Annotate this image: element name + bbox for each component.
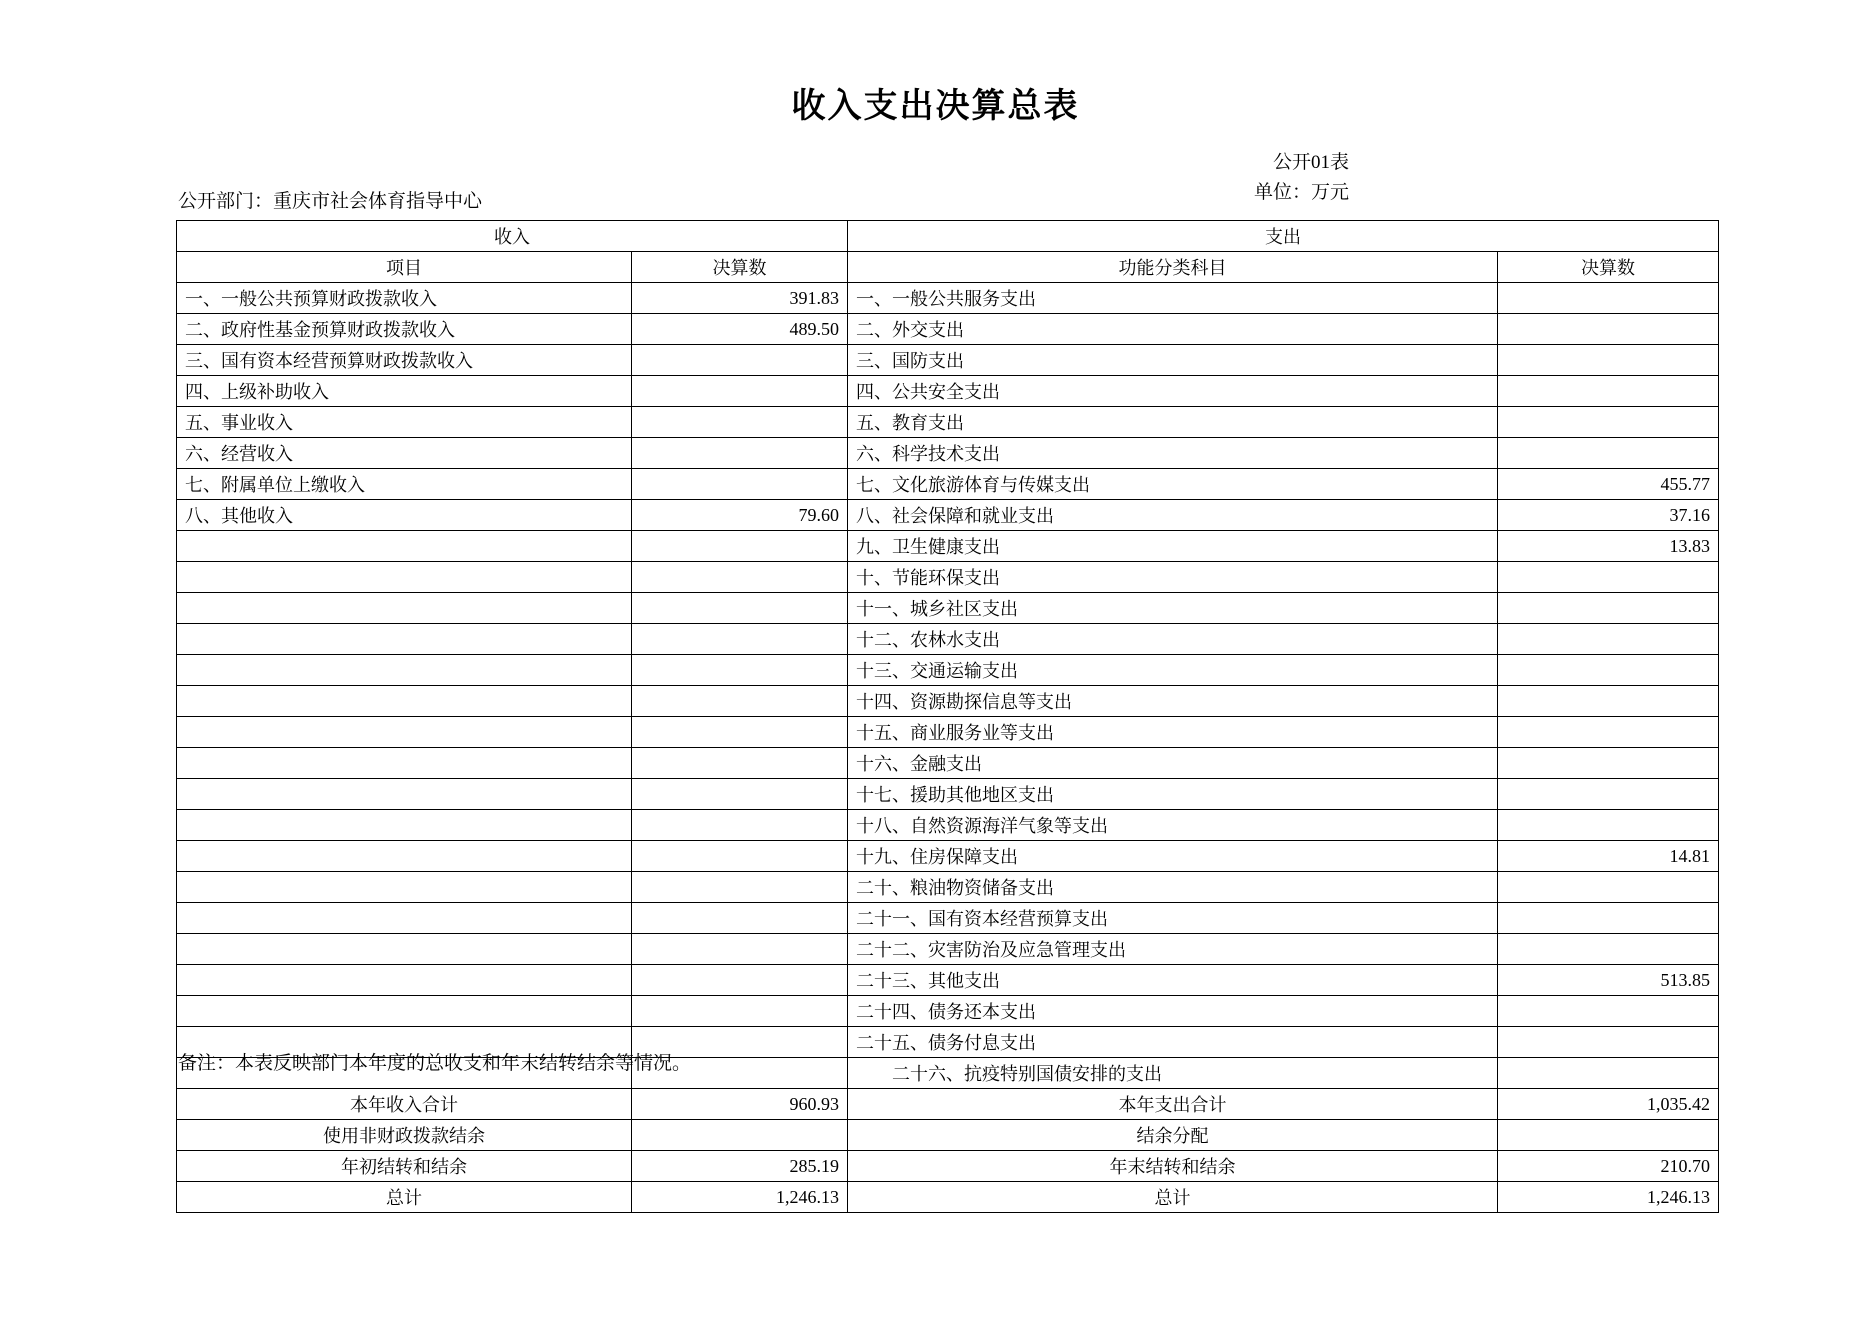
document-meta-right [1254,148,1349,208]
income-item-label [177,872,632,903]
summary-expend-value: 210.70 [1498,1151,1719,1182]
expend-item-value [1498,717,1719,748]
table-row [177,996,1719,1027]
expend-item-value [1498,748,1719,779]
summary-expend-label: 总计 [848,1182,1498,1213]
expend-item-label: 二十五、债务付息支出 [848,1027,1498,1058]
summary-income-label: 使用非财政拨款结余 [177,1120,632,1151]
income-item-value [632,593,848,624]
income-item-value [632,965,848,996]
expend-item-label: 十、节能环保支出 [848,562,1498,593]
table-group-header-row [177,221,1719,252]
income-item-value [632,717,848,748]
expend-item-label: 十四、资源勘探信息等支出 [848,686,1498,717]
department-name: 公开部门：重庆市社会体育指导中心 [178,191,483,212]
summary-expend-value [1498,1120,1719,1151]
table-summary-row [177,1151,1719,1182]
table-row [177,841,1719,872]
table-row [177,469,1719,500]
expend-item-value: 14.81 [1498,841,1719,872]
expend-item-value [1498,810,1719,841]
income-item-value: 391.83 [632,283,848,314]
table-row [177,779,1719,810]
expend-item-label: 五、教育支出 [848,407,1498,438]
expend-item-value [1498,934,1719,965]
table-summary-row [177,1182,1719,1213]
expend-item-label: 六、科学技术支出 [848,438,1498,469]
table-row [177,655,1719,686]
income-item-value [632,934,848,965]
table-row [177,500,1719,531]
income-item-value [632,748,848,779]
income-item-label [177,686,632,717]
summary-income-value: 1,246.13 [632,1182,848,1213]
page-title: 收入支出决算总表 [791,86,1080,126]
expend-item-value [1498,655,1719,686]
expend-item-label: 二十二、灾害防治及应急管理支出 [848,934,1498,965]
income-item-label [177,717,632,748]
expend-item-value [1498,283,1719,314]
summary-income-value [632,1120,848,1151]
income-item-label: 四、上级补助收入 [177,376,632,407]
expend-item-label: 二十一、国有资本经营预算支出 [848,903,1498,934]
income-item-label [177,934,632,965]
expend-item-value: 513.85 [1498,965,1719,996]
amount-unit: 单位：万元 [1253,182,1349,203]
expend-item-label: 二十、粮油物资储备支出 [848,872,1498,903]
table-row [177,593,1719,624]
income-item-label: 一、一般公共预算财政拨款收入 [177,283,632,314]
income-item-label [177,903,632,934]
table-row [177,283,1719,314]
income-item-label: 三、国有资本经营预算财政拨款收入 [177,345,632,376]
income-item-label [177,531,632,562]
summary-income-value: 960.93 [632,1089,848,1120]
expend-item-label: 四、公共安全支出 [848,376,1498,407]
expend-item-label: 十六、金融支出 [848,748,1498,779]
expend-item-label: 二十六、抗疫特别国债安排的支出 [848,1058,1498,1089]
form-number: 公开01表 [1272,152,1349,173]
expend-item-label: 十七、援助其他地区支出 [848,779,1498,810]
income-item-value [632,996,848,1027]
income-item-value [632,407,848,438]
expend-item-label: 八、社会保障和就业支出 [848,500,1498,531]
table-row [177,314,1719,345]
income-amount-header: 决算数 [632,252,848,283]
expend-item-label: 十五、商业服务业等支出 [848,717,1498,748]
table-note: 备注：本表反映部门本年度的总收支和年末结转结余等情况。 [178,1053,692,1074]
table-row [177,748,1719,779]
table-summary-row [177,1120,1719,1151]
expend-item-label: 三、国防支出 [848,345,1498,376]
income-item-label [177,593,632,624]
income-item-value [632,376,848,407]
expend-item-header: 功能分类科目 [848,252,1498,283]
expend-item-value [1498,345,1719,376]
income-item-label: 七、附属单位上缴收入 [177,469,632,500]
expend-item-label: 十八、自然资源海洋气象等支出 [848,810,1498,841]
income-group-header: 收入 [177,221,848,252]
expend-item-label: 七、文化旅游体育与传媒支出 [848,469,1498,500]
expend-item-value [1498,779,1719,810]
income-item-value [632,469,848,500]
expend-item-value [1498,376,1719,407]
expend-item-label: 二十三、其他支出 [848,965,1498,996]
income-item-label [177,748,632,779]
expend-item-value [1498,872,1719,903]
expend-item-label: 十二、农林水支出 [848,624,1498,655]
income-item-label [177,779,632,810]
expend-item-value: 13.83 [1498,531,1719,562]
expend-item-label: 十三、交通运输支出 [848,655,1498,686]
expend-item-label: 二、外交支出 [848,314,1498,345]
income-item-value [632,624,848,655]
income-item-label: 六、经营收入 [177,438,632,469]
income-item-value [632,531,848,562]
expend-item-value [1498,407,1719,438]
table-row [177,345,1719,376]
table-row [177,438,1719,469]
income-item-label [177,965,632,996]
summary-income-value: 285.19 [632,1151,848,1182]
table-row [177,407,1719,438]
income-item-value [632,903,848,934]
income-item-label [177,655,632,686]
table-row [177,624,1719,655]
income-item-value [632,438,848,469]
expend-amount-header: 决算数 [1498,252,1719,283]
income-item-value [632,841,848,872]
summary-expend-value: 1,035.42 [1498,1089,1719,1120]
table-row [177,562,1719,593]
expend-item-label: 九、卫生健康支出 [848,531,1498,562]
expend-item-label: 十一、城乡社区支出 [848,593,1498,624]
table-row [177,531,1719,562]
expend-item-value [1498,996,1719,1027]
income-item-header: 项目 [177,252,632,283]
table-row [177,810,1719,841]
income-item-value: 79.60 [632,500,848,531]
income-item-label [177,841,632,872]
income-item-label: 五、事业收入 [177,407,632,438]
summary-income-label: 本年收入合计 [177,1089,632,1120]
income-item-label [177,624,632,655]
summary-income-label: 年初结转和结余 [177,1151,632,1182]
expend-item-value [1498,624,1719,655]
income-item-value [632,810,848,841]
expend-item-value [1498,593,1719,624]
table-row [177,376,1719,407]
income-item-value [632,872,848,903]
summary-expend-value: 1,246.13 [1498,1182,1719,1213]
expend-item-value [1498,438,1719,469]
expend-item-value [1498,1058,1719,1089]
expend-item-label: 一、一般公共服务支出 [848,283,1498,314]
income-item-value [632,345,848,376]
income-item-value: 489.50 [632,314,848,345]
income-item-label [177,562,632,593]
expend-item-value [1498,1027,1719,1058]
income-item-value [632,562,848,593]
income-item-label: 八、其他收入 [177,500,632,531]
expend-item-label: 二十四、债务还本支出 [848,996,1498,1027]
summary-expend-label: 结余分配 [848,1120,1498,1151]
expend-item-label: 十九、住房保障支出 [848,841,1498,872]
income-item-label [177,810,632,841]
table-row [177,686,1719,717]
table-row [177,717,1719,748]
income-item-value [632,655,848,686]
income-item-label: 二、政府性基金预算财政拨款收入 [177,314,632,345]
expend-item-value: 455.77 [1498,469,1719,500]
income-item-value [632,686,848,717]
expend-item-value: 37.16 [1498,500,1719,531]
table-row [177,934,1719,965]
expend-group-header: 支出 [848,221,1719,252]
table-row [177,872,1719,903]
expend-item-value [1498,903,1719,934]
expend-item-value [1498,686,1719,717]
income-item-value [632,779,848,810]
table-row [177,965,1719,996]
expend-item-value [1498,562,1719,593]
table-row [177,903,1719,934]
expend-item-value [1498,314,1719,345]
income-item-label [177,996,632,1027]
summary-expend-label: 年末结转和结余 [848,1151,1498,1182]
table-summary-row [177,1089,1719,1120]
table-column-header-row [177,252,1719,283]
summary-expend-label: 本年支出合计 [848,1089,1498,1120]
summary-income-label: 总计 [177,1182,632,1213]
